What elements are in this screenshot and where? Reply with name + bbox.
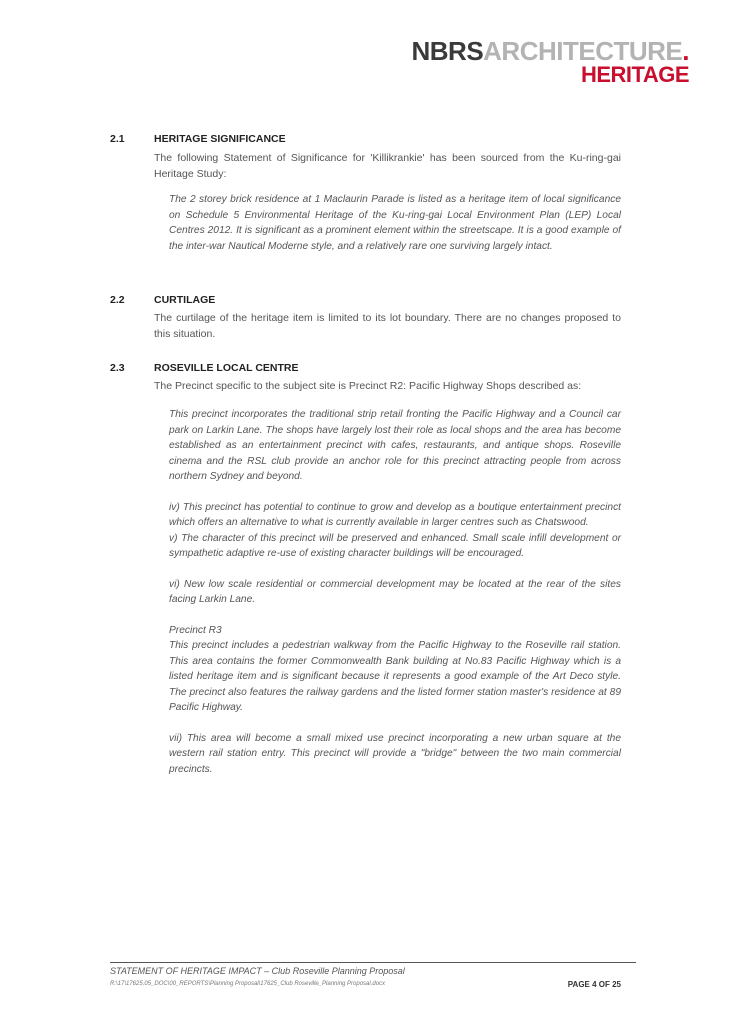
- quote-paragraph: This precinct includes a pedestrian walkway from the Pacific Highway to the Roseville rail station. This area contains the former Commonwealth Bank building at No.83 Pacific Highway which is a listed heritage item and is significant because it represents a good example of the Art Deco style. The precinct also features the railway gardens and the listed former station master's residence at 89 Pacific Highway.: [169, 640, 621, 713]
- footer-document-title: STATEMENT OF HERITAGE IMPACT – Club Roseville Planning Proposal: [110, 966, 405, 976]
- section-number: 2.3: [110, 362, 125, 374]
- footer-divider: [110, 962, 636, 963]
- logo-subline: HERITAGE: [580, 62, 689, 87]
- logo-wordmark: NBRSARCHITECTURE.: [411, 36, 689, 66]
- section-body: The curtilage of the heritage item is limited to its lot boundary. There are no changes proposed to this situation.: [154, 312, 621, 340]
- section-intro: The following Statement of Significance for 'Killikrankie' has been sourced from the Ku-ring-gai Heritage Study:: [154, 152, 621, 180]
- section-heading: HERITAGE SIGNIFICANCE: [154, 133, 286, 145]
- quote-paragraph: v) The character of this precinct will be preserved and enhanced. Small scale infill development or sympathetic adaptive re-use of existing character buildings will be encouraged.: [169, 532, 621, 559]
- quote-paragraph: iv) This precinct has potential to continue to grow and develop as a boutique entertainment precinct which offers an alternative to what is currently available in larger centres such as Chatswood.: [169, 501, 621, 528]
- quote-paragraph: vi) New low scale residential or commercial development may be located at the rear of the sites facing Larkin Lane.: [169, 578, 621, 605]
- page-number: PAGE 4 OF 25: [567, 980, 621, 989]
- section-intro: The Precinct specific to the subject site is Precinct R2: Pacific Highway Shops described as:: [154, 380, 582, 392]
- section-number: 2.1: [110, 133, 125, 145]
- section-heading: ROSEVILLE LOCAL CENTRE: [154, 362, 299, 374]
- precinct-quote: [169, 407, 621, 777]
- section-number: 2.2: [110, 294, 125, 306]
- section-heading: CURTILAGE: [154, 294, 216, 306]
- footer-file-path: R:\17\17625.05_DOC\00_REPORTS\Planning Proposal\17625_Club Roseville_Planning Proposal.docx: [110, 981, 386, 987]
- quote-subheading: Precinct R3: [169, 624, 222, 636]
- quote-paragraph: vii) This area will become a small mixed use precinct incorporating a new urban square at the western rail station entry. This precinct will provide a "bridge" between the two main commercial precincts.: [169, 732, 621, 775]
- quote-paragraph: This precinct incorporates the traditional strip retail fronting the Pacific Highway and a Council car park on Larkin Lane. The shops have largely lost their role as local shops and the area has become established as an entertainment precinct with cafes, restaurants, and antique shops. Roseville cinema and the RSL club provide an anchor role for this precinct attracting people from across northern Sydney and beyond.: [169, 409, 621, 482]
- significance-quote: The 2 storey brick residence at 1 Maclaurin Parade is listed as a heritage item of local significance on Schedule 5 Environmental Heritage of the Ku-ring-gai Local Environment Plan (LEP) Local Centres 2012. It is significant as a prominent element within the streetscape. It is a good example of the inter-war Nautical Moderne style, and a relatively rare one surviving largely intact.: [169, 194, 621, 252]
- company-logo: [411, 38, 689, 86]
